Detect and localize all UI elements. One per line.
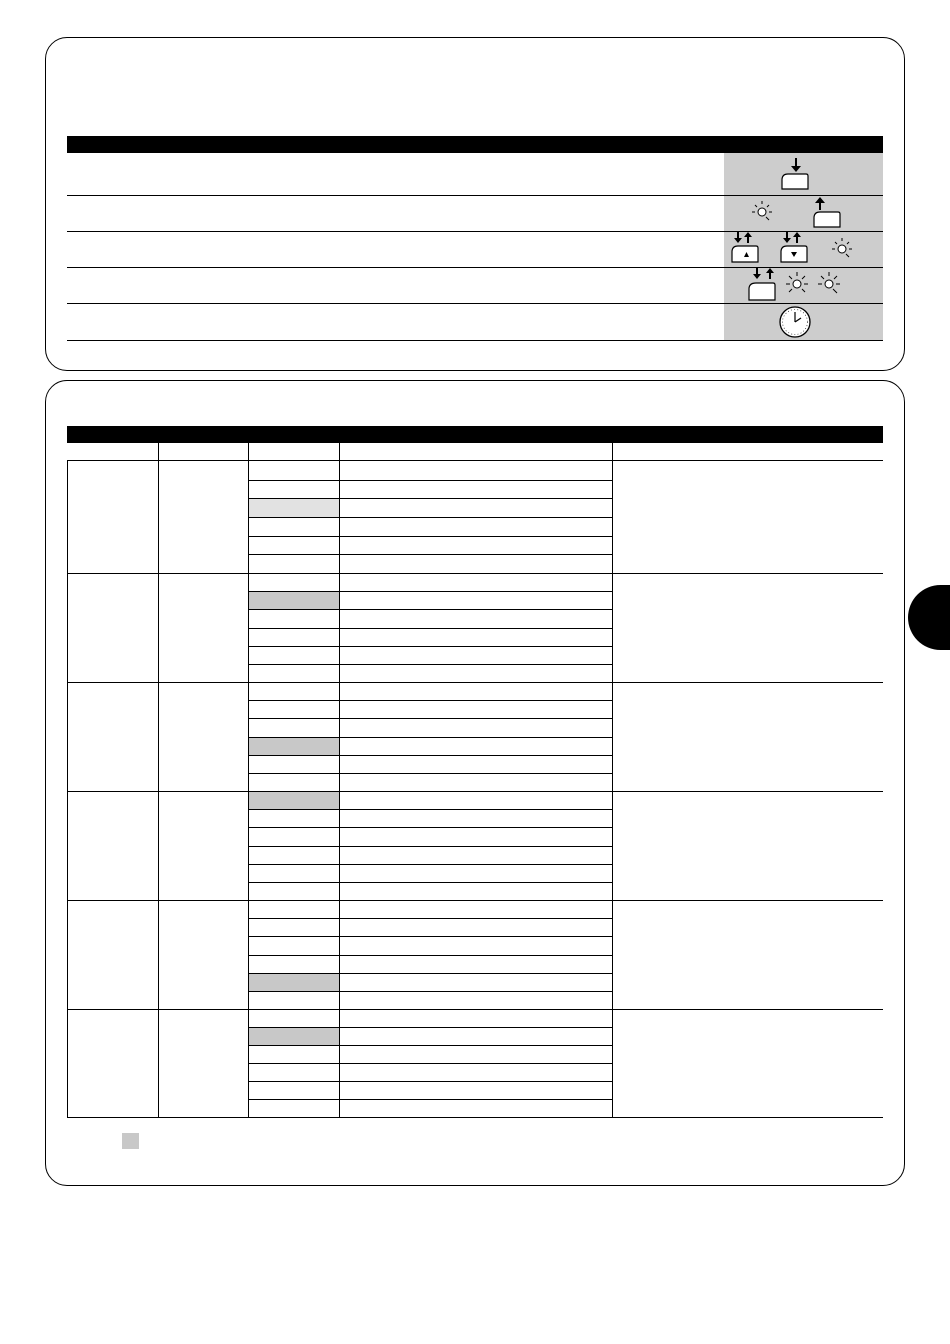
button-icon xyxy=(814,212,840,227)
default-value-cell xyxy=(249,499,339,517)
row-divider xyxy=(248,864,612,865)
row-divider xyxy=(248,773,612,774)
procedure-row-divider xyxy=(67,340,883,341)
row-divider xyxy=(248,827,612,828)
button-icon xyxy=(782,174,808,189)
group-divider xyxy=(67,791,883,792)
column-divider xyxy=(339,460,340,1117)
section-tab xyxy=(908,585,950,650)
group-divider xyxy=(67,573,883,574)
procedure-table-header xyxy=(67,136,883,153)
default-value-cell xyxy=(249,592,339,609)
down-button-icon xyxy=(781,246,807,262)
settings-table-header xyxy=(67,426,883,443)
row-divider xyxy=(248,955,612,956)
group-divider xyxy=(67,900,883,901)
arrow-down-up-icon xyxy=(783,232,801,243)
timer-icon xyxy=(780,307,810,337)
row-divider xyxy=(248,536,612,537)
led-blink-icon xyxy=(786,272,808,292)
row-divider xyxy=(248,628,612,629)
row-divider xyxy=(248,480,612,481)
row-divider xyxy=(248,936,612,937)
step-3-icons xyxy=(724,231,883,267)
row-divider xyxy=(248,882,612,883)
column-divider xyxy=(248,443,249,460)
led-blink-icon xyxy=(752,201,772,220)
row-divider xyxy=(248,718,612,719)
row-divider xyxy=(248,846,612,847)
row-divider xyxy=(248,646,612,647)
arrow-up-icon xyxy=(815,197,825,210)
row-divider xyxy=(248,1027,612,1028)
default-value-swatch xyxy=(122,1133,139,1149)
column-divider xyxy=(158,443,159,460)
row-divider xyxy=(248,554,612,555)
row-divider xyxy=(248,991,612,992)
row-divider xyxy=(248,1045,612,1046)
default-value-cell xyxy=(249,974,339,991)
row-divider xyxy=(248,609,612,610)
row-divider xyxy=(248,1081,612,1082)
column-divider xyxy=(67,460,68,1117)
column-divider xyxy=(339,443,340,460)
row-divider xyxy=(248,1063,612,1064)
row-divider xyxy=(248,737,612,738)
default-value-cell xyxy=(249,738,339,755)
row-divider xyxy=(248,591,612,592)
default-value-cell xyxy=(249,1028,339,1045)
row-divider xyxy=(248,1099,612,1100)
column-divider xyxy=(158,460,159,1117)
step-1-icons xyxy=(724,153,883,195)
settings-subheader-rule xyxy=(67,460,883,461)
group-divider xyxy=(67,1009,883,1010)
led-blink-icon xyxy=(832,238,852,257)
default-value-cell xyxy=(249,792,339,809)
row-divider xyxy=(248,664,612,665)
row-divider xyxy=(248,700,612,701)
up-button-icon xyxy=(732,246,758,262)
led-blink-icon xyxy=(818,272,840,293)
step-5-icons xyxy=(724,303,883,340)
button-icon xyxy=(749,283,775,300)
row-divider xyxy=(248,755,612,756)
group-divider xyxy=(67,682,883,683)
column-divider xyxy=(612,443,613,460)
row-divider xyxy=(248,809,612,810)
row-divider xyxy=(248,498,612,499)
step-4-icons xyxy=(724,267,883,303)
arrow-down-up-icon xyxy=(734,232,752,243)
table-bottom-rule xyxy=(67,1117,883,1118)
arrow-down-icon xyxy=(791,158,801,172)
arrow-down-up-icon xyxy=(753,268,774,279)
row-divider xyxy=(248,918,612,919)
step-2-icons xyxy=(724,195,883,231)
settings-panel xyxy=(45,380,905,1186)
row-divider xyxy=(248,973,612,974)
column-divider xyxy=(612,460,613,1117)
column-divider xyxy=(248,460,249,1117)
row-divider xyxy=(248,517,612,518)
